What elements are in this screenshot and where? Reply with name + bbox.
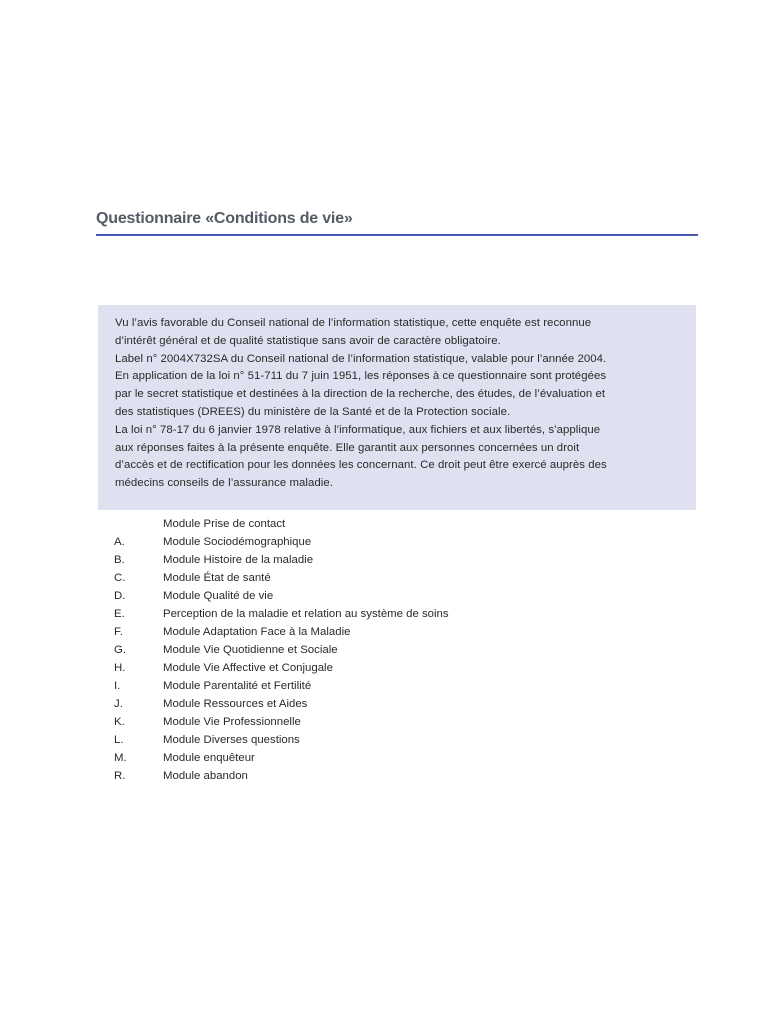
- title-block: [96, 209, 698, 236]
- notice-line: La loi n° 78-17 du 6 janvier 1978 relative à l’informatique, aux fichiers et aux libertés, s’applique: [115, 423, 601, 436]
- module-list: [114, 515, 674, 785]
- notice-line: En application de la loi n° 51-711 du 7 juin 1951, les réponses à ce questionnaire sont protégées: [115, 370, 607, 383]
- module-item: [114, 767, 674, 785]
- notice-line: aux réponses faites à la présente enquête. Elle garantit aux personnes concernées un droit: [115, 441, 580, 454]
- notice-line: par le secret statistique et destinées à la direction de la recherche, des études, de l’évaluation et: [115, 388, 606, 401]
- module-label: Module Vie Quotidienne et Sociale: [163, 644, 338, 656]
- module-item: [114, 515, 674, 533]
- module-item: [114, 605, 674, 623]
- module-item: [114, 677, 674, 695]
- notice-line: Label n° 2004X732SA du Conseil national de l’information statistique, valable pour l’année 2004.: [115, 352, 607, 365]
- module-item: [114, 623, 674, 641]
- module-label: Module Adaptation Face à la Maladie: [163, 626, 351, 638]
- notice-line: médecins conseils de l’assurance maladie.: [115, 477, 333, 490]
- module-letter: B.: [114, 554, 125, 566]
- module-label: Module enquêteur: [163, 752, 255, 764]
- module-label: Module Vie Affective et Conjugale: [163, 662, 333, 674]
- module-item: [114, 533, 674, 551]
- legal-notice-box: [98, 305, 696, 510]
- notice-line: d’intérêt général et de qualité statistique sans avoir de caractère obligatoire.: [115, 334, 501, 347]
- module-letter: K.: [114, 716, 125, 728]
- module-label: Module Parentalité et Fertilité: [163, 680, 312, 692]
- module-letter: F.: [114, 626, 123, 638]
- module-letter: G.: [114, 644, 127, 656]
- module-letter: D.: [114, 590, 126, 602]
- module-label: Module Sociodémographique: [163, 536, 312, 548]
- module-item: [114, 749, 674, 767]
- module-letter: M.: [114, 752, 127, 764]
- title-underline: [96, 234, 698, 236]
- module-item: [114, 731, 674, 749]
- notice-line: Vu l’avis favorable du Conseil national de l’information statistique, cette enquête est reconnue: [115, 317, 592, 329]
- module-label: Perception de la maladie et relation au système de soins: [163, 608, 449, 620]
- module-label: Module État de santé: [163, 572, 271, 584]
- module-item: [114, 659, 674, 677]
- module-item: [114, 569, 674, 587]
- module-letter: R.: [114, 770, 126, 782]
- module-letter: C.: [114, 572, 126, 584]
- module-letter: [114, 515, 163, 533]
- module-item: [114, 641, 674, 659]
- module-label: Module Prise de contact: [163, 518, 286, 530]
- module-letter: J.: [114, 698, 123, 710]
- module-letter: A.: [114, 536, 125, 548]
- module-label: Module abandon: [163, 770, 248, 782]
- module-letter: H.: [114, 662, 126, 674]
- module-letter: I.: [114, 680, 121, 692]
- module-item: [114, 551, 674, 569]
- notice-line: des statistiques (DREES) du ministère de la Santé et de la Protection sociale.: [115, 405, 511, 418]
- module-label: Module Qualité de vie: [163, 590, 274, 602]
- module-letter: L.: [114, 734, 124, 746]
- module-label: Module Histoire de la maladie: [163, 554, 314, 566]
- module-label: Module Ressources et Aides: [163, 698, 308, 710]
- module-item: [114, 695, 674, 713]
- module-label: Module Diverses questions: [163, 734, 300, 746]
- module-label: Module Vie Professionnelle: [163, 716, 301, 728]
- module-letter: E.: [114, 608, 125, 620]
- module-item: [114, 713, 674, 731]
- notice-line: d’accès et de rectification pour les données les concernant. Ce droit peut être exercé auprès des: [115, 459, 607, 472]
- page-title: Questionnaire «Conditions de vie»: [96, 210, 353, 227]
- module-item: [114, 587, 674, 605]
